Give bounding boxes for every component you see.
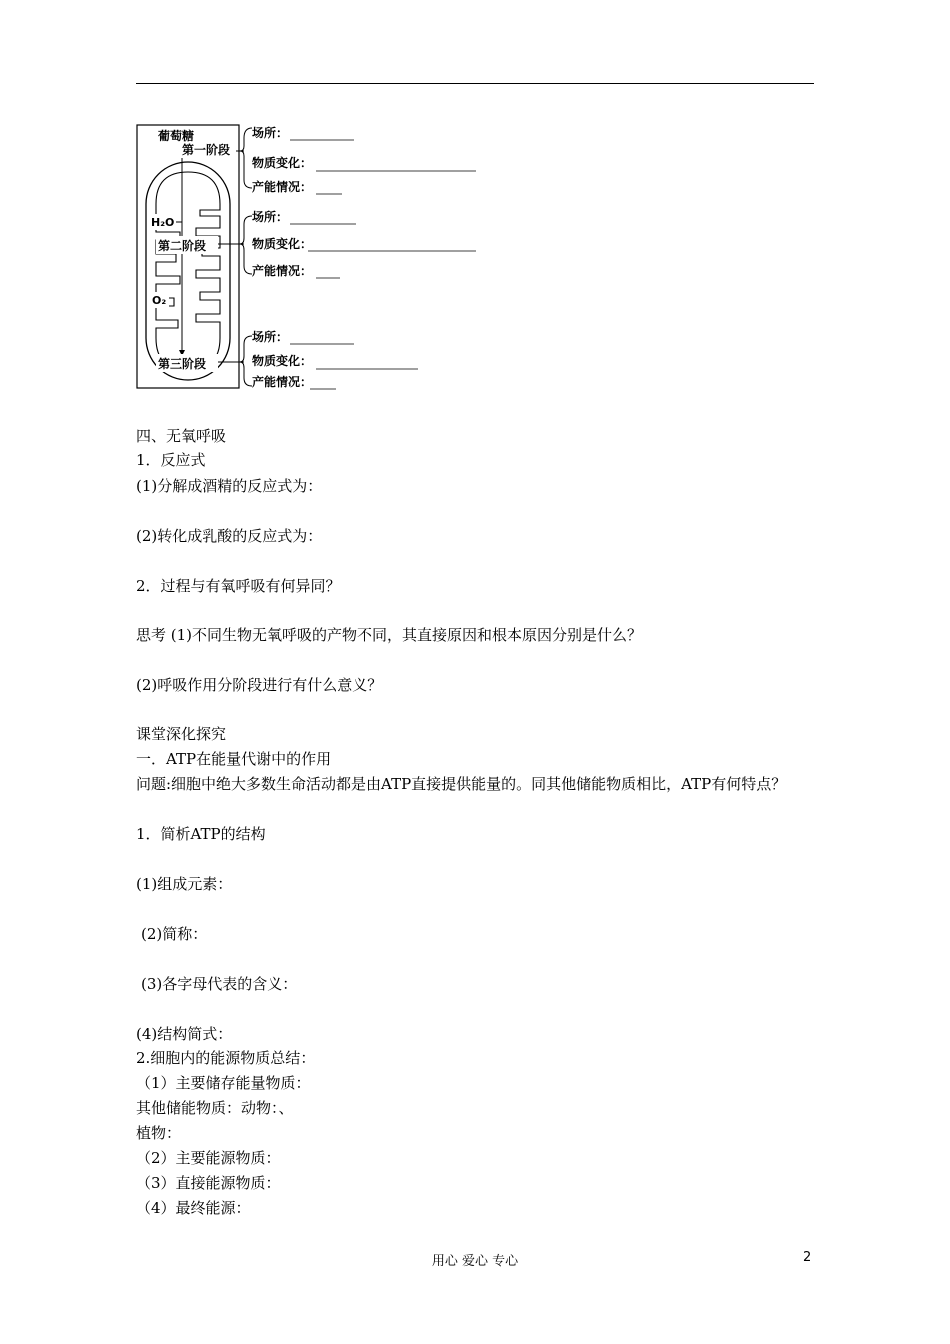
- change-label-1: 物质变化：: [252, 156, 313, 170]
- mitochondria-respiration-diagram: [136, 124, 481, 390]
- energy-label-3: 产能情况：: [252, 375, 313, 389]
- subheading-atp-structure: 1．简析ATP的结构: [136, 825, 266, 843]
- item-main-energy-source: （2）主要能源物质：: [136, 1149, 281, 1167]
- energy-label-1: 产能情况：: [252, 180, 313, 194]
- subheading-reaction: 1．反应式: [136, 451, 206, 469]
- problem-atp: 问题:细胞中绝大多数生命活动都是由ATP直接提供能量的。同其他储能物质相比，ATP有何特点？: [136, 775, 787, 793]
- item-other-storage-animal: 其他储能物质：动物：、: [136, 1099, 294, 1117]
- item-ultimate-energy-source: （4）最终能源：: [136, 1199, 251, 1217]
- h2o-label: H₂O: [151, 216, 175, 229]
- item-elements: (1)组成元素：: [136, 875, 233, 893]
- footer-motto: 用心 爱心 专心: [431, 1254, 519, 1269]
- section-heading-anaerobic: 四、无氧呼吸: [136, 427, 227, 445]
- item-letter-meaning: (3)各字母代表的含义：: [141, 975, 298, 993]
- question-lactic: (2)转化成乳酸的反应式为：: [136, 527, 323, 545]
- stage1-label: 第一阶段: [182, 143, 231, 157]
- place-label-1: 场所：: [252, 126, 289, 140]
- think-question-1: 思考 (1)不同生物无氧呼吸的产物不同，其直接原因和根本原因分别是什么？: [136, 626, 643, 644]
- item-direct-energy-source: （3）直接能源物质：: [136, 1174, 281, 1192]
- page-number: 2: [803, 1250, 812, 1265]
- item-abbreviation: (2)简称：: [141, 925, 208, 943]
- item-other-storage-plant: 植物：: [136, 1124, 182, 1142]
- place-label-3: 场所：: [252, 330, 289, 344]
- o2-label: O₂: [152, 294, 167, 307]
- stage3-label: 第三阶段: [158, 357, 207, 371]
- place-label-2: 场所：: [252, 210, 289, 224]
- stage2-label: 第二阶段: [158, 239, 207, 253]
- subheading-atp: 一．ATP在能量代谢中的作用: [136, 750, 332, 768]
- item-structure-formula: (4)结构简式：: [136, 1025, 233, 1043]
- item-main-storage: （1）主要储存能量物质：: [136, 1074, 311, 1092]
- subheading-energy-summary: 2.细胞内的能源物质总结：: [136, 1049, 316, 1067]
- glucose-label: 葡萄糖: [158, 129, 195, 143]
- section-heading-deepening: 课堂深化探究: [136, 725, 227, 743]
- question-comparison: 2．过程与有氧呼吸有何异同？: [136, 577, 341, 595]
- change-label-3: 物质变化：: [252, 354, 313, 368]
- energy-label-2: 产能情况：: [252, 264, 313, 278]
- question-alcohol: (1)分解成酒精的反应式为：: [136, 477, 323, 495]
- header-rule: [136, 83, 814, 84]
- think-question-2: (2)呼吸作用分阶段进行有什么意义？: [136, 676, 383, 694]
- change-label-2: 物质变化：: [252, 237, 313, 251]
